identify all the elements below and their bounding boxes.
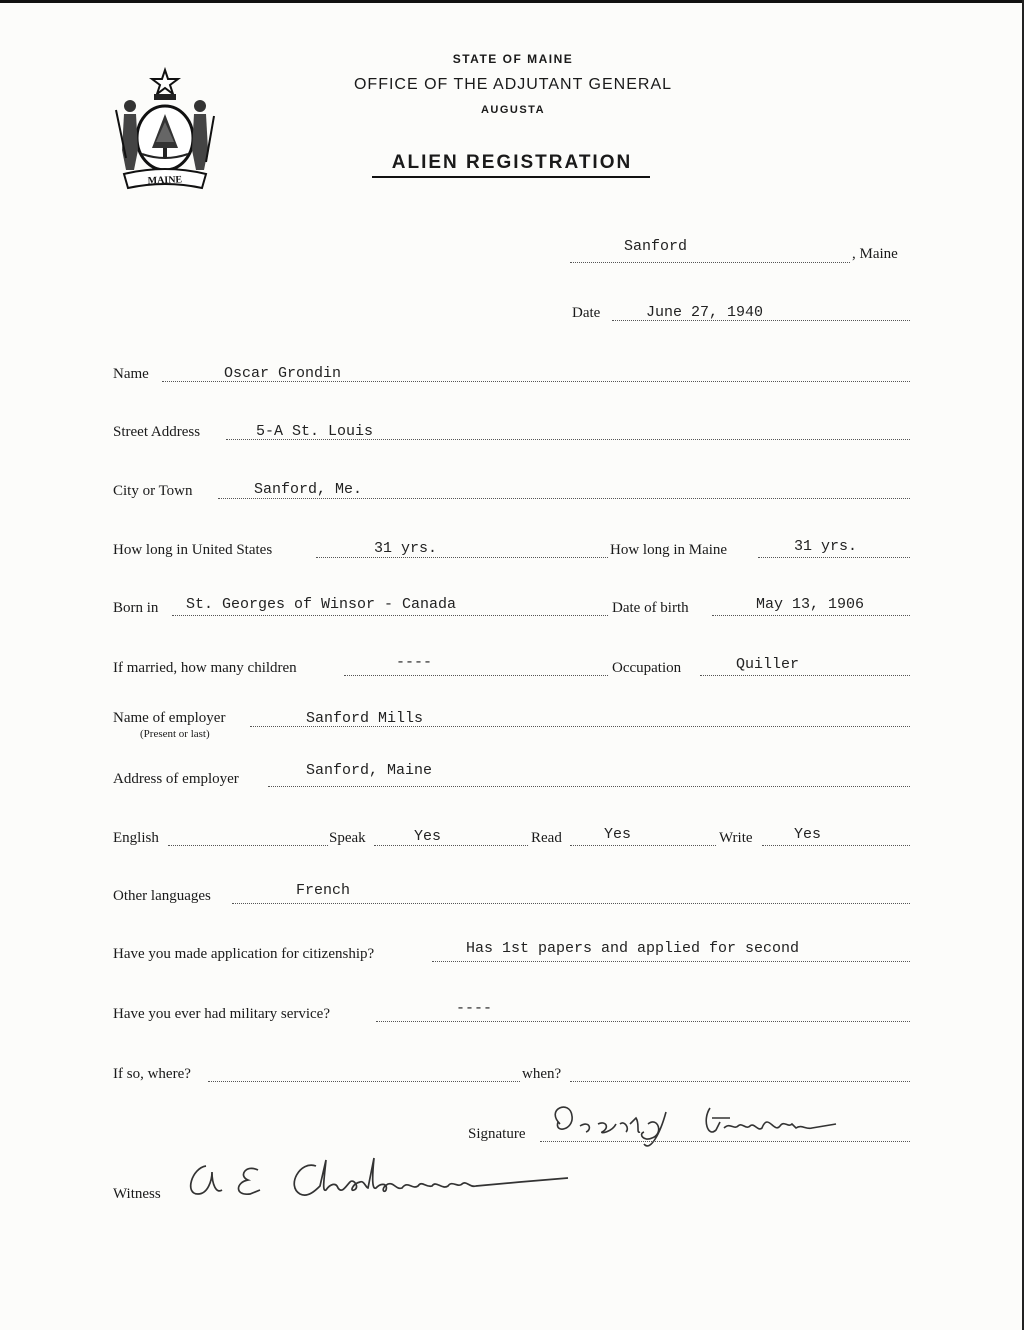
city-line bbox=[218, 498, 910, 499]
born-in-label: Born in bbox=[113, 600, 159, 616]
speak-line bbox=[374, 845, 528, 846]
employer-address-value: Sanford, Maine bbox=[306, 762, 433, 779]
other-languages-label: Other languages bbox=[113, 888, 211, 904]
employer-address-label: Address of employer bbox=[113, 771, 239, 787]
employer-label: Name of employer bbox=[113, 710, 226, 726]
state-label: , Maine bbox=[852, 246, 898, 262]
occupation-label: Occupation bbox=[612, 660, 682, 676]
name-value: Oscar Grondin bbox=[224, 365, 342, 382]
when-line bbox=[570, 1081, 910, 1082]
write-value: Yes bbox=[794, 826, 822, 843]
header-state: STATE OF MAINE bbox=[452, 52, 574, 66]
where-line bbox=[208, 1081, 520, 1082]
write-label: Write bbox=[719, 830, 753, 846]
employer-value: Sanford Mills bbox=[306, 710, 424, 727]
children-line bbox=[344, 675, 608, 676]
header-office: OFFICE OF THE ADJUTANT GENERAL bbox=[353, 76, 673, 93]
maine-duration-line bbox=[758, 557, 910, 558]
military-label: Have you ever had military service? bbox=[113, 1006, 330, 1022]
witness-label: Witness bbox=[113, 1186, 161, 1202]
read-label: Read bbox=[531, 830, 562, 846]
born-in-value: St. Georges of Winsor - Canada bbox=[186, 596, 457, 613]
dob-label: Date of birth bbox=[612, 600, 689, 616]
occupation-value: Quiller bbox=[736, 656, 800, 673]
city-label: City or Town bbox=[113, 483, 193, 499]
write-line bbox=[762, 845, 910, 846]
occupation-line bbox=[700, 675, 910, 676]
scan-top-edge bbox=[0, 0, 1024, 3]
street-value: 5-A St. Louis bbox=[256, 423, 374, 440]
citizenship-label: Have you made application for citizenship? bbox=[113, 946, 375, 962]
date-value: June 27, 1940 bbox=[646, 304, 764, 321]
when-label: when? bbox=[522, 1066, 562, 1082]
us-duration-line bbox=[316, 557, 608, 558]
read-value: Yes bbox=[604, 826, 632, 843]
military-value: ---- bbox=[456, 1000, 493, 1017]
where-label: If so, where? bbox=[113, 1066, 191, 1082]
speak-value: Yes bbox=[414, 828, 442, 845]
header-city: AUGUSTA bbox=[480, 104, 546, 116]
read-line bbox=[570, 845, 716, 846]
dob-line bbox=[712, 615, 910, 616]
military-line bbox=[376, 1021, 910, 1022]
employer-sublabel: (Present or last) bbox=[140, 728, 210, 740]
form-title-underline bbox=[372, 176, 650, 178]
us-duration-value: 31 yrs. bbox=[374, 540, 438, 557]
signature-label: Signature bbox=[468, 1126, 526, 1142]
town-line bbox=[570, 262, 850, 263]
english-label: English bbox=[113, 830, 159, 846]
applicant-signature bbox=[540, 1094, 840, 1154]
citizenship-line bbox=[432, 961, 910, 962]
citizenship-value: Has 1st papers and applied for second bbox=[466, 940, 800, 957]
speak-label: Speak bbox=[329, 830, 366, 846]
date-label: Date bbox=[572, 305, 601, 321]
maine-duration-label: How long in Maine bbox=[610, 542, 728, 558]
children-label: If married, how many children bbox=[113, 660, 297, 676]
children-value: ---- bbox=[396, 654, 433, 671]
witness-signature bbox=[176, 1150, 596, 1210]
maine-duration-value: 31 yrs. bbox=[794, 538, 858, 555]
us-duration-label: How long in United States bbox=[113, 542, 273, 558]
form-title: ALIEN REGISTRATION bbox=[391, 152, 633, 173]
seal-banner-text: MAINE bbox=[147, 174, 183, 187]
name-label: Name bbox=[113, 366, 149, 382]
english-line bbox=[168, 845, 328, 846]
employer-address-line bbox=[268, 786, 910, 787]
town-value: Sanford bbox=[624, 238, 688, 255]
dob-value: May 13, 1906 bbox=[756, 596, 865, 613]
other-languages-line bbox=[232, 903, 910, 904]
born-in-line bbox=[172, 615, 608, 616]
street-label: Street Address bbox=[113, 424, 201, 440]
other-languages-value: French bbox=[296, 882, 351, 899]
city-value: Sanford, Me. bbox=[254, 481, 363, 498]
